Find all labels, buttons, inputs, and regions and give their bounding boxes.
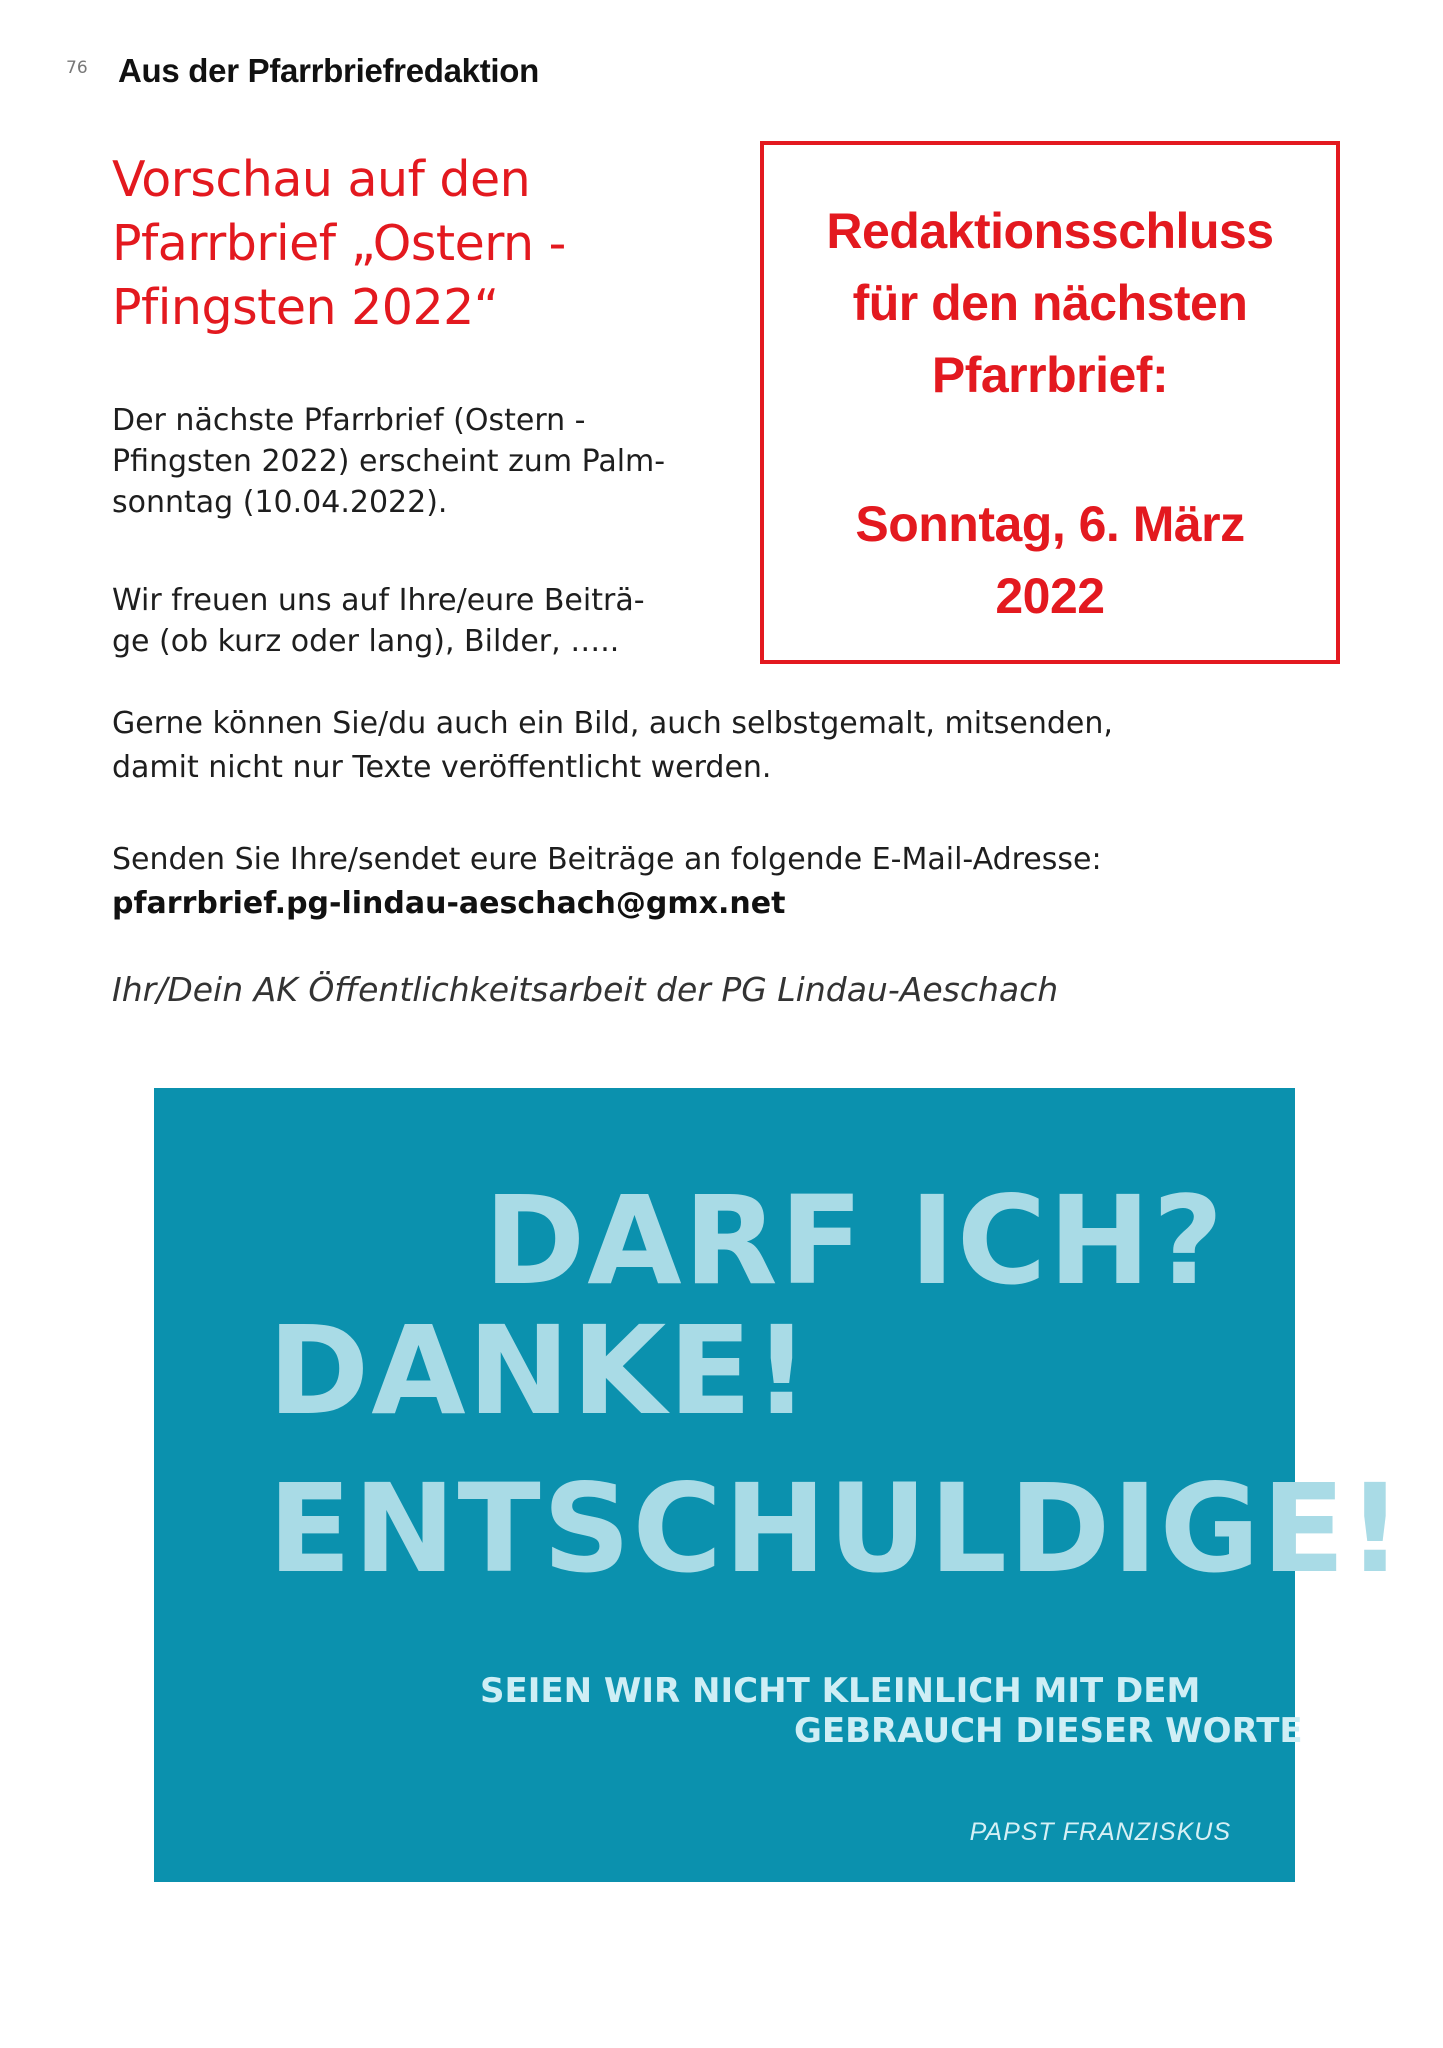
poster-quote-line-1: SEIEN WIR NICHT KLEINLICH MIT DEM — [480, 1671, 1201, 1711]
deadline-line-1: Redaktionsschluss — [826, 203, 1274, 259]
poster-line-3: ENTSCHULDIGE! — [268, 1458, 1405, 1600]
headline-line-3: Pfingsten 2022“ — [112, 279, 499, 336]
page-number: 76 — [66, 58, 88, 78]
deadline-date-line-2: 2022 — [995, 568, 1105, 624]
intro-line: Pfingsten 2022) erscheint zum Palm- — [112, 444, 666, 479]
body-line: Gerne können Sie/du auch ein Bild, auch selbstgemalt, mitsenden, — [112, 706, 1113, 741]
intro-line: sonntag (10.04.2022). — [112, 485, 448, 520]
deadline-date-line-1: Sonntag, 6. März — [855, 496, 1245, 552]
headline-line-2: Pfarrbrief „Ostern - — [112, 215, 566, 272]
poster-image — [154, 1088, 1405, 1882]
body-line: Senden Sie Ihre/sendet eure Beiträge an folgende E-Mail-Adresse: — [112, 842, 1102, 877]
poster-quote-line-2: GEBRAUCH DIESER WORTE — [794, 1711, 1303, 1751]
section-header: Aus der Pfarrbriefredaktion — [118, 52, 540, 89]
email-address[interactable]: pfarrbrief.pg-lindau-aeschach@gmx.net — [112, 886, 786, 921]
intro-paragraph-1 — [112, 400, 742, 523]
poster-line-1: DARF ICH? — [484, 1170, 1226, 1312]
intro-paragraph-2 — [112, 580, 742, 662]
body-paragraph-4 — [112, 838, 1342, 926]
deadline-line-2: für den nächsten — [852, 275, 1248, 331]
poster-line-2: DANKE! — [268, 1300, 812, 1442]
body-line: damit nicht nur Texte veröffentlicht werden. — [112, 750, 772, 785]
intro-line: Wir freuen uns auf Ihre/eure Beiträ- — [112, 583, 645, 618]
body-paragraph-3 — [112, 702, 1342, 790]
headline — [112, 148, 712, 340]
deadline-line-3: Pfarrbrief: — [931, 347, 1169, 403]
signature: Ihr/Dein AK Öffentlichkeitsarbeit der PG Lindau-Aeschach — [112, 970, 1059, 1009]
headline-line-1: Vorschau auf den — [112, 151, 531, 208]
poster-credit: PAPST FRANZISKUS — [969, 1818, 1231, 1846]
deadline-box — [760, 141, 1340, 664]
intro-line: ge (ob kurz oder lang), Bilder, ….. — [112, 624, 620, 659]
intro-line: Der nächste Pfarrbrief (Ostern - — [112, 403, 586, 438]
